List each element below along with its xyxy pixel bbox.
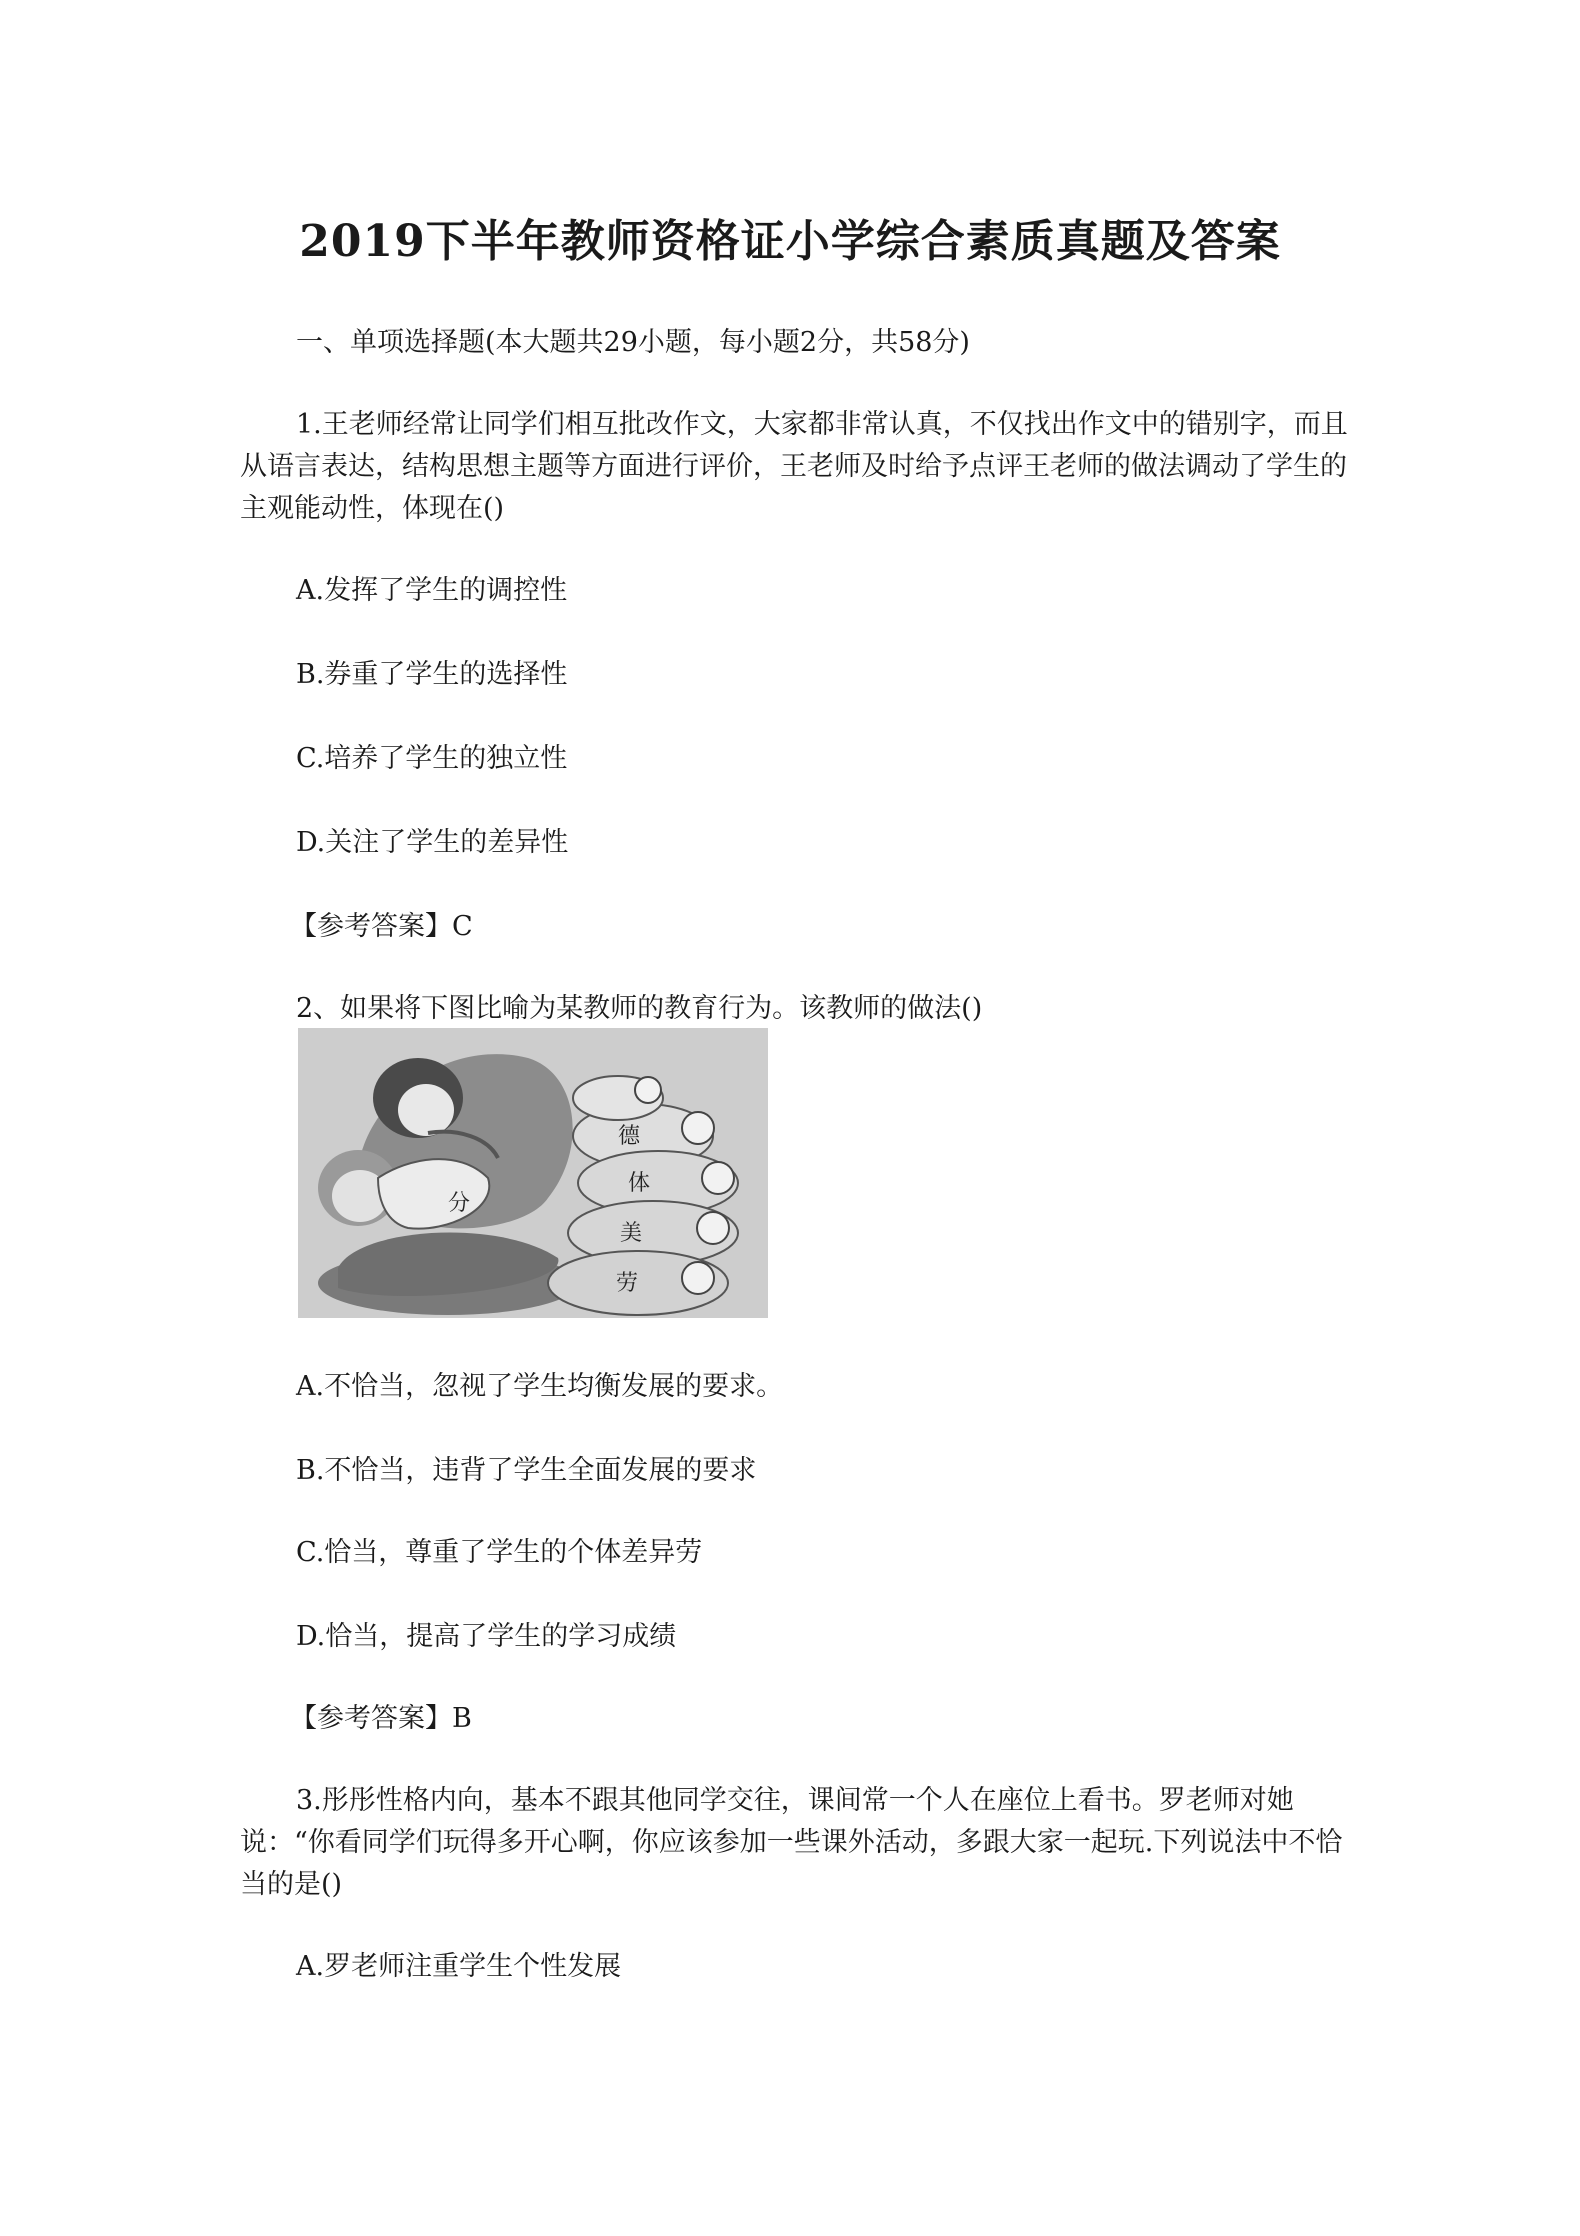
question-1-option-d: D.关注了学生的差异性 [296,827,569,858]
question-3-option-a: A.罗老师注重学生个性发展 [296,1951,622,1982]
question-2-option-a: A.不恰当，忽视了学生均衡发展的要求。 [296,1371,784,1402]
question-1-stem: 1.王老师经常让同学们相互批改作文，大家都非常认真，不仅找出作文中的错别字，而且从语言表达，结构思想主题等方面进行评价，王老师及时给予点评王老师的做法调动了学生的主观能动性，体现在() [240,409,1348,524]
label-physical: 体 [628,1171,651,1196]
question-1-option-c: C.培养了学生的独立性 [296,743,568,774]
question-1-answer: 【参考答案】C [290,911,473,942]
question-2-option-c: C.恰当，尊重了学生的个体差异劳 [296,1537,703,1568]
label-score: 分 [448,1191,471,1216]
question-1-option-a: A.发挥了学生的调控性 [296,575,568,606]
question-2-stem: 2、如果将下图比喻为某教师的教育行为。该教师的做法() [296,993,983,1024]
label-aesthetic: 美 [620,1221,643,1246]
section-heading: 一、单项选择题(本大题共29小题，每小题2分，共58分) [296,327,970,358]
label-moral: 德 [618,1124,641,1149]
document-title: 2019下半年教师资格证小学综合素质真题及答案 [299,216,1281,267]
question-2-answer: 【参考答案】B [290,1703,472,1734]
illustration-graphic [298,1028,768,1318]
label-labor: 劳 [616,1271,639,1296]
question-2-option-b: B.不恰当，违背了学生全面发展的要求 [296,1455,757,1486]
question-1-option-b: B.券重了学生的选择性 [296,659,568,690]
question-2-option-d: D.恰当，提高了学生的学习成绩 [296,1621,677,1652]
question-3-stem: 3.彤彤性格内向，基本不跟其他同学交往，课间常一个人在座位上看书。罗老师对她说：“你看同学们玩得多开心啊，你应该参加一些课外活动，多跟大家一起玩.下列说法中不恰当的是() [240,1785,1343,1900]
teacher-student-illustration [298,1028,768,1318]
